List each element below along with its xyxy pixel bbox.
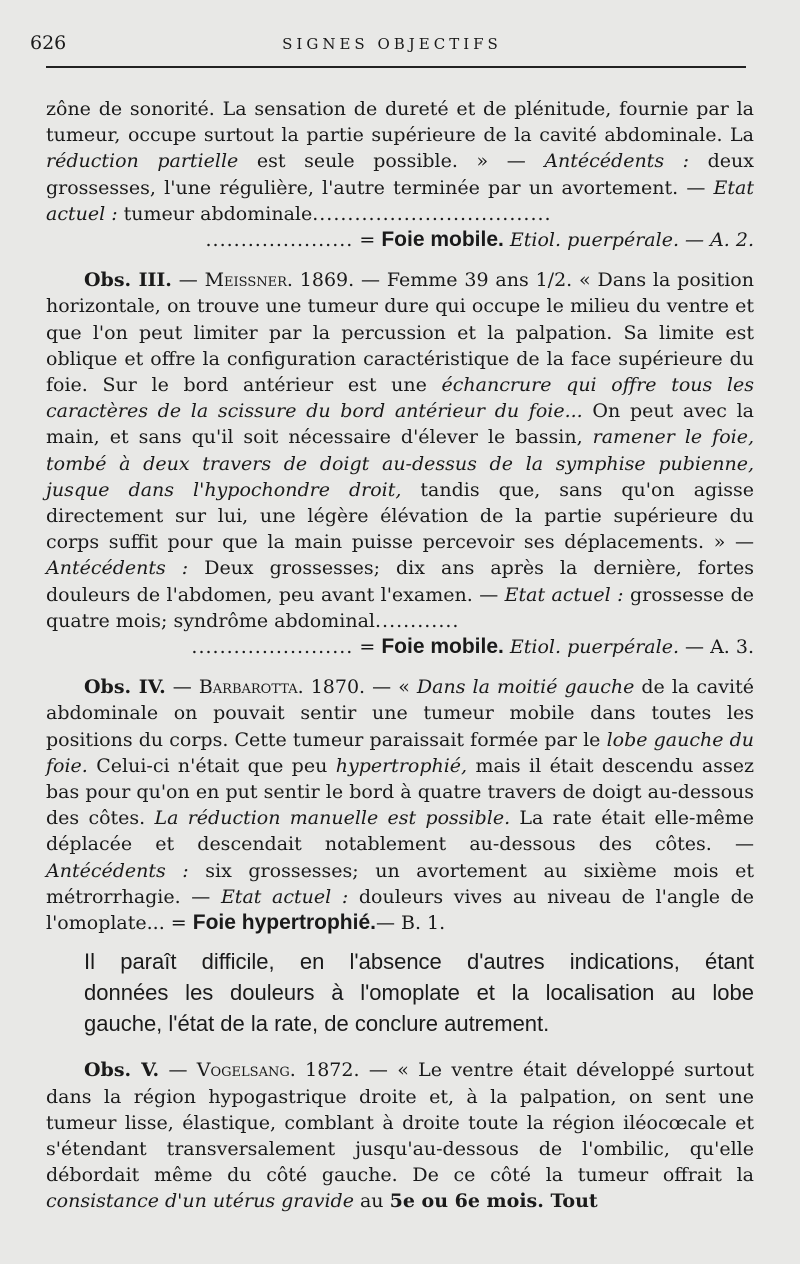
running-head: SIGNES OBJECTIFS [282,35,502,53]
obs-author: Vogelsang [196,1059,290,1082]
page-number: 626 [30,32,67,54]
obs-label: Obs. IV. [84,676,166,699]
observation-3: Obs. III. — Meissner. 1869. — Femme 39 ans 1/2. « Dans la position horizontale, on trouve une tumeur dure qui occupe le milieu du ventre et que l'on peut limiter par la percussion et la palpation. Sa limite est oblique et offre la configuration caractéristique de la face supérieure du foie. Sur le bord antérieur est une échancrure qui offre tous les caractères de la scissure du bord antérieur du foie... On peut avec la main, et sans qu'il soit nécessaire d'élever le bassin, ramener le foie, tombé à deux travers de doigt au-dessus de la symphise pubienne, jusque dans l'hypochondre droit, tandis que, sans qu'on agisse directement sur lui, une légère élévation de la partie supérieure du corps suffit pour que la main puisse percevoir ses déplacements. » — Antécédents : Deux grossesses; dix ans après la dernière, fortes douleurs de l'abdomen, peu avant l'examen. — Etat actuel : grossesse de quatre mois; syndrôme abdominal............ ....................... = Foie mobile. Etiol. puerpérale. — A. 3. [46,267,754,660]
page-header [30,32,754,56]
observation-5: Obs. V. — Vogelsang. 1872. — « Le ventre était développé surtout dans la région hypogastrique droite et, à la palpation, on sent une tumeur lisse, élastique, comblant à droite toute la région iléocœcale et s'étendant transversalement jusqu'au-dessous de l'ombilic, qu'elle débordait même du côté gauche. De ce côté la tumeur offrait la consistance d'un utérus gravide au 5e ou 6e mois. Tout [46,1059,754,1213]
obs-author: Meissner [204,269,287,292]
diagnosis-line: ....................... = Foie mobile. Etiol. puerpérale. — A. 3. [191,635,754,659]
header-rule [46,66,746,68]
obs-author: Barbarotta [198,676,298,699]
obs-label: Obs. V. [84,1059,160,1082]
observation-4: Obs. IV. — Barbarotta. 1870. — « Dans la moitié gauche de la cavité abdominale on pouvait sentir une tumeur mobile dans toutes les positions du corps. Cette tumeur paraissait formée par le lobe gauche du foie. Celui-ci n'était que peu hypertrophié, mais il était descendu assez bas pour qu'on en put sentir le bord à quatre travers de doigt au-dessous des côtes. La réduction manuelle est possible. La rate était elle-même déplacée et descendait notablement au-dessous des côtes. — Antécédents : six grossesses; un avortement au sixième mois et métrorrhagie. — Etat actuel : douleurs vives au niveau de l'angle de l'omoplate... = Foie hypertrophié.— B. 1. [46,676,755,935]
obs-label: Obs. III. [84,269,172,292]
paragraph-continuation: zône de sonorité. La sensation de dureté et de plénitude, fournie par la tumeur, occupe surtout la partie supérieure de la cavité abdominale. La réduction partielle est seule possible. » — Antécédents : deux grossesses, l'une régulière, l'autre terminée par un avortement. — Etat actuel : tumeur abdominale.................................. ..................... = Foie mobile. Etiol. puerpérale. — A. 2. [46,96,754,253]
diagnosis-line: ..................... = Foie mobile. Etiol. puerpérale. — A. 2. [205,228,754,252]
page-body [46,96,754,1215]
conclusion-paragraph: Il paraît difficile, en l'absence d'autres indications, étant données les douleurs à l'omoplate et la localisation au lobe gauche, l'état de la rate, de conclure autrement. [84,949,754,1037]
